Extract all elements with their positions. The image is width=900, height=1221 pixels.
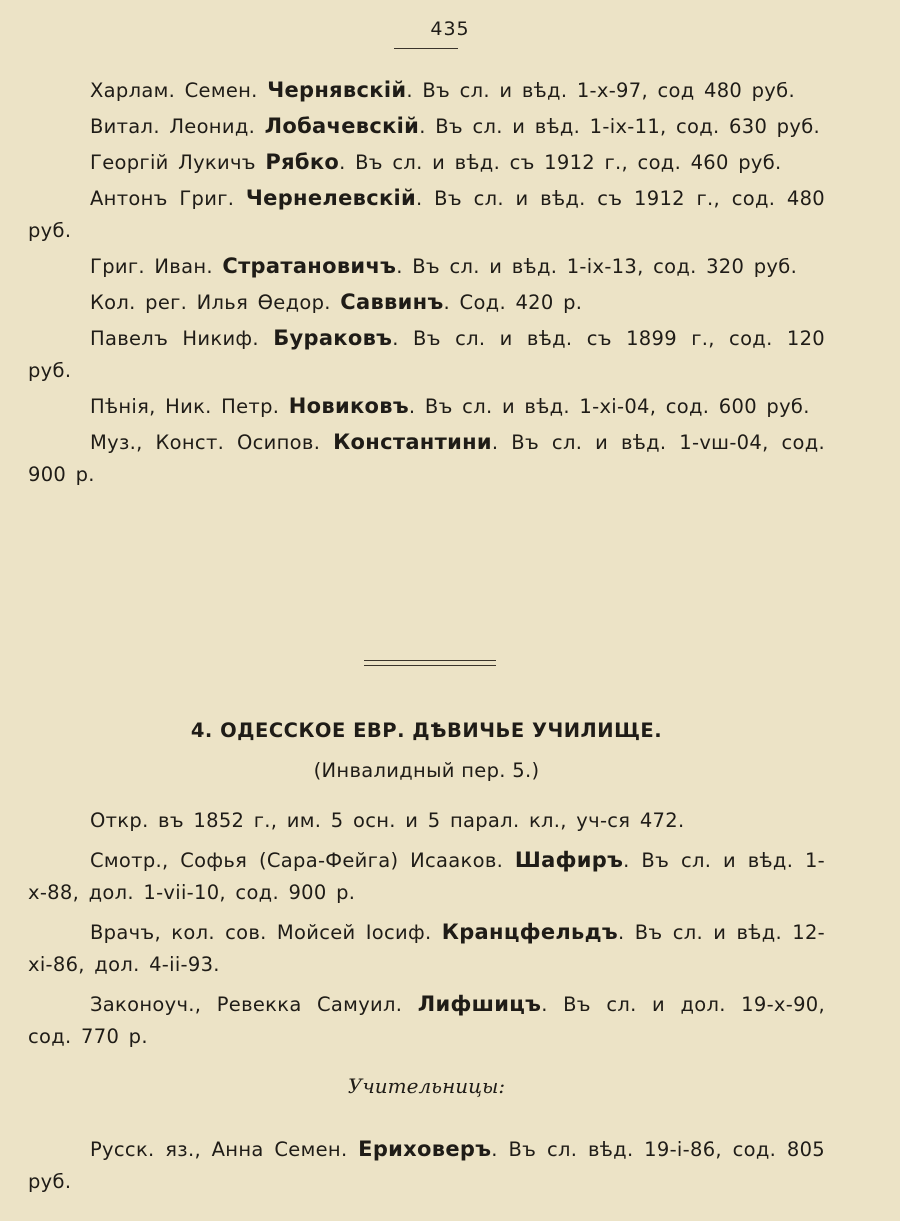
teachers-subheading: Учительницы: xyxy=(347,1074,506,1098)
surname: Лифшицъ xyxy=(417,992,542,1016)
staff-entry: Пѣнія, Ник. Петр. Новиковъ. Въ сл. и вѣд. 1-хі-04, сод. 600 руб. xyxy=(90,394,810,418)
school-info: Откр. въ 1852 г., им. 5 осн. и 5 парал. кл., уч-ся 472. xyxy=(90,809,685,832)
staff-entry: Муз., Конст. Осипов. Константини. Въ сл. и вѣд. 1-vш-04, сод. 900 р. xyxy=(28,430,825,486)
surname: Шафиръ xyxy=(514,848,624,872)
staff-entry: Законоуч., Ревекка Самуил. Лифшицъ. Въ сл. и дол. 19-х-90, сод. 770 р. xyxy=(28,992,825,1048)
surname: Стратановичъ xyxy=(222,254,397,278)
surname: Чернявскій xyxy=(267,78,407,102)
surname: Кранцфельдъ xyxy=(441,920,618,944)
staff-entry: Врачъ, кол. сов. Мойсей Іосиф. Кранцфельдъ. Въ сл. и вѣд. 12-хі-86, дол. 4-іі-93. xyxy=(28,920,825,976)
teachers-list xyxy=(28,1133,825,1201)
surname: Саввинъ xyxy=(340,290,444,314)
section-divider xyxy=(364,660,496,666)
staff-entry: Георгій Лукичъ Рябко. Въ сл. и вѣд. съ 1912 г., сод. 460 руб. xyxy=(90,150,782,174)
section-address: (Инвалидный пер. 5.) xyxy=(313,759,540,782)
staff-entry: Смотр., Софья (Сара-Фейга) Исааков. Шафиръ. Въ сл. и вѣд. 1-х-88, дол. 1-vіі-10, сод. 900 р. xyxy=(28,848,826,904)
staff-entry: Григ. Иван. Стратановичъ. Въ сл. и вѣд. 1-іх-13, сод. 320 руб. xyxy=(90,254,798,278)
staff-entry: Павелъ Никиф. Бураковъ. Въ сл. и вѣд. съ 1899 г., сод. 120 руб. xyxy=(28,326,825,382)
section-heading: 4. ОДЕССКОЕ ЕВР. ДѢВИЧЬЕ УЧИЛИЩЕ. xyxy=(190,719,663,742)
school-staff-list xyxy=(28,804,825,1060)
surname: Рябко xyxy=(265,150,340,174)
surname: Чернелевскій xyxy=(245,186,417,210)
staff-entry: Кол. рег. Илья Ѳедор. Саввинъ. Сод. 420 р. xyxy=(90,290,583,314)
staff-entry: Харлам. Семен. Чернявскій. Въ сл. и вѣд. 1-х-97, сод 480 руб. xyxy=(90,78,795,102)
surname: Константини xyxy=(333,430,492,454)
staff-entry: Антонъ Григ. Чернелевскій. Въ сл. и вѣд. съ 1912 г., сод. 480 руб. xyxy=(28,186,826,242)
surname: Бураковъ xyxy=(273,326,393,350)
teacher-entry: Русск. яз., Анна Семен. Ериховеръ. Въ сл. вѣд. 19-і-86, сод. 805 руб. xyxy=(28,1137,826,1193)
staff-list xyxy=(28,74,825,494)
surname: Ериховеръ xyxy=(358,1137,492,1161)
page-number: 435 xyxy=(430,18,470,40)
page-number-rule xyxy=(394,48,458,49)
surname: Лобачевскій xyxy=(264,114,420,138)
staff-entry: Витал. Леонид. Лобачевскій. Въ сл. и вѣд. 1-іх-11, сод. 630 руб. xyxy=(90,114,821,138)
surname: Новиковъ xyxy=(288,394,409,418)
